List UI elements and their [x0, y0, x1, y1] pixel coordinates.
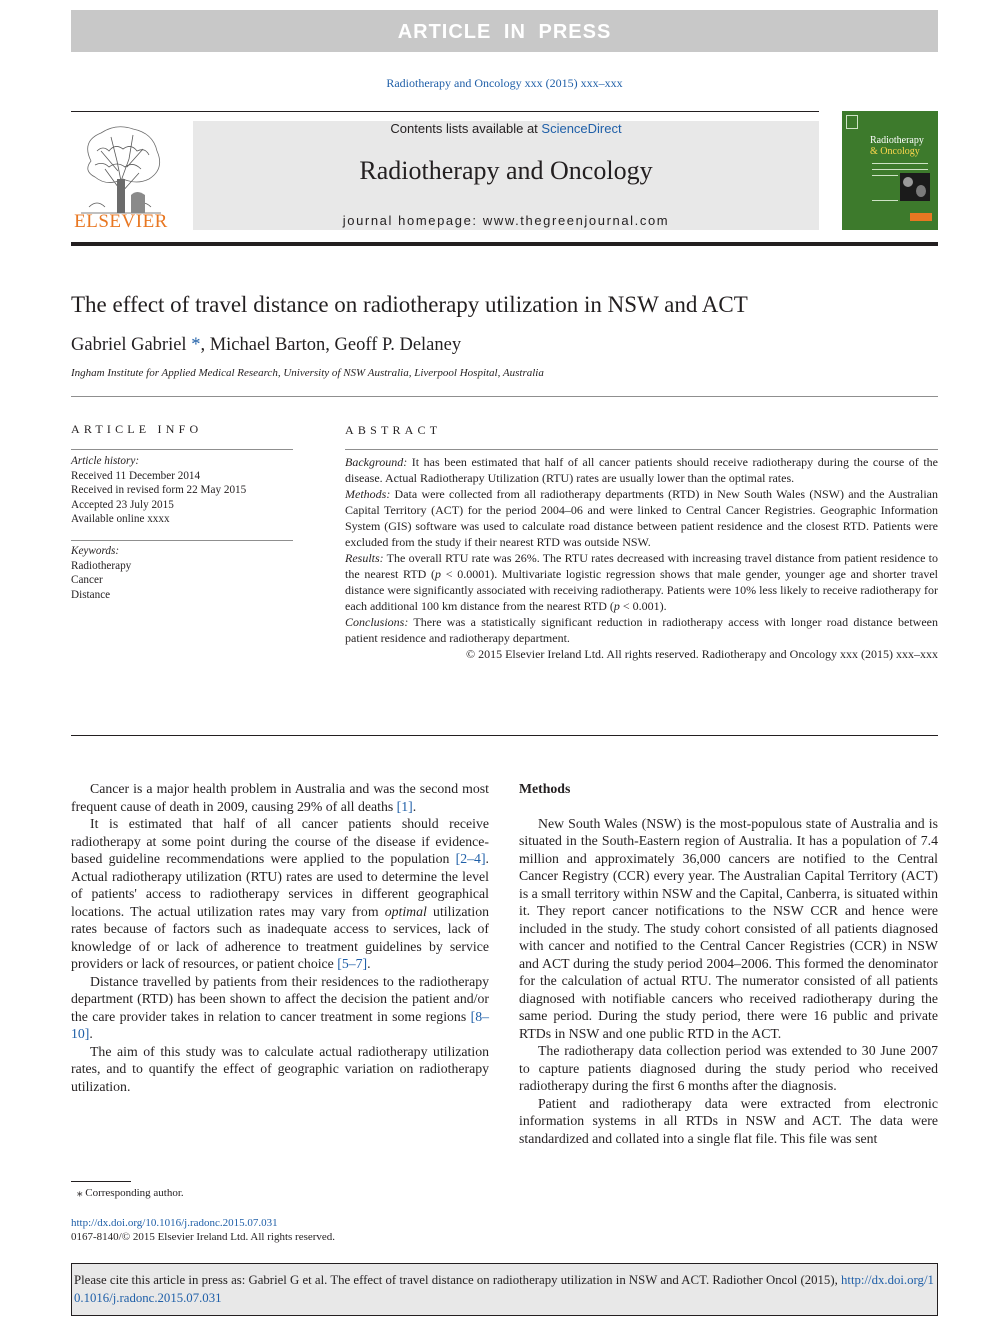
intro-paragraph-2 [71, 815, 489, 973]
header-bottom-rule [71, 242, 938, 246]
conclusions-label: Conclusions: [345, 615, 409, 629]
cover-seal-icon [846, 115, 858, 129]
article-info-top-rule [71, 396, 938, 397]
article-info-label: ARTICLE INFO [71, 422, 203, 436]
cover-contents-lines [872, 175, 898, 201]
keyword-item: Distance [71, 588, 111, 601]
corresponding-author-mark[interactable]: * [191, 335, 201, 355]
citation-text-body: Please cite this article in press as: Gabriel G et al. The effect of travel distance on radiotherapy utilization in NSW and ACT. Radiother Oncol (2015), [74, 1273, 841, 1287]
citation-doi-link[interactable]: http://dx.doi.org/10.1016/j.radonc.2015.07.031 [74, 1273, 934, 1305]
results-text-b: < 0.0001). Multivariate logistic regression shows that male gender, younger age and shorter travel distance were significantly associated with receiving radiotherapy. Patients were 10% less likely to receive radiotherapy for each additional 100 km distance from the nearest RTD ( [345, 567, 939, 613]
contents-prefix: Contents lists available at [390, 121, 542, 136]
keyword-item: Radiotherapy [71, 559, 132, 572]
intro-p2-italic: optimal [384, 903, 427, 919]
cover-scan-blob-1 [903, 177, 913, 187]
intro-p1-text: Cancer is a major health problem in Australia and was the second most frequent cause of death in 2009, causing 29% of all deaths [71, 781, 489, 814]
intro-paragraph-1 [71, 780, 489, 815]
citation-link[interactable]: [2–4] [455, 851, 486, 866]
elsevier-wordmark: ELSEVIER [74, 211, 168, 232]
keywords-rule [71, 540, 293, 541]
introduction-column [71, 780, 489, 1095]
methods-paragraph-1: New South Wales (NSW) is the most-populous state of Australia and is situated in the South-Eastern region of Australia. It has a population of 7.4 million and approximately 36,000 cancers are notified to the Central Cancer Registry (CCR) every year. The Australian Capital Territory (ACT) is a small territory within NSW and the Capital, Canberra, is situated within it. They report cancer notifications to the NSW CCR and hence were included in the study. The study cohort consisted of all patients diagnosed with cancer and notified to the Central Cancer Registries (CCR) in NSW and ACT during the study period 2004–2006. This formed the denominator for the calculation of actual RTU. The numerator consisted of all patients diagnosed with notifiable cancers who received radiotherapy during the same period. During the study period, there were 16 public and private RTDs in NSW and one public RTD in the ACT. [519, 815, 938, 1041]
intro-p2-text-a: It is estimated that half of all cancer patients should receive radiotherapy at some point during the course of the disease if evidence-based guideline recommendations were applied to the population [71, 816, 489, 866]
doi-link[interactable]: http://dx.doi.org/10.1016/j.radonc.2015.07.031 [71, 1217, 278, 1229]
keywords-block [71, 544, 293, 602]
results-text-a: The overall RTU rate was 26%. The RTU rates decreased with increasing travel distance from patient residence to the nearest RTD ( [345, 551, 938, 581]
abstract-conclusions [345, 614, 938, 646]
journal-reference-link[interactable]: Radiotherapy and Oncology xxx (2015) xxx–xxx [386, 76, 623, 90]
cover-scan-image [900, 173, 930, 201]
issn-copyright: 0167-8140/© 2015 Elsevier Ireland Ltd. All rights reserved. [71, 1231, 336, 1243]
journal-cover-thumbnail[interactable] [842, 111, 938, 230]
corresponding-author-note: ⁎ Corresponding author. [77, 1187, 184, 1199]
accepted-date: Accepted 23 July 2015 [71, 498, 174, 511]
affiliation: Ingham Institute for Applied Medical Research, University of NSW Australia, Liverpool Hospital, Australia [71, 367, 544, 379]
abstract-copyright: © 2015 Elsevier Ireland Ltd. All rights reserved. Radiotherapy and Oncology xxx (2015) xxx–xxx [465, 647, 938, 661]
abstract-label: ABSTRACT [345, 423, 442, 437]
background-text: It has been estimated that half of all cancer patients should receive radiotherapy during the course of the disease. Actual Radiotherapy Utilization (RTU) rates are usually lower than the optimal rates. [345, 455, 938, 485]
results-label: Results: [345, 551, 384, 565]
keywords-label: Keywords: [71, 545, 120, 557]
methods-text: Data were collected from all radiotherapy departments (RTD) in New South Wales (NSW) and the Australian Capital Territory (ACT) for the period 2004–06 and were linked to Central Cancer Registries. Geographic Information System (GIS) software was used to calculate road distance between patient residence and the closest RTD. Patients were excluded from the study if their nearest RTD was outside NSW. [345, 487, 938, 549]
intro-p1-end: . [412, 798, 417, 814]
results-text-c: < 0.001). [619, 599, 667, 613]
article-title: The effect of travel distance on radiotherapy utilization in NSW and ACT [71, 292, 748, 317]
background-label: Background: [345, 455, 408, 469]
author-list [71, 335, 938, 356]
citation-link[interactable]: [8–10] [71, 1008, 489, 1041]
journal-title: Radiotherapy and Oncology [359, 156, 653, 185]
abstract-methods [345, 486, 938, 550]
online-date: Available online xxxx [71, 513, 170, 525]
citation-text [74, 1271, 936, 1307]
contents-availability-line [193, 121, 819, 136]
article-in-press-banner: ARTICLE IN PRESS [71, 10, 938, 52]
elsevier-logo[interactable] [71, 121, 171, 233]
other-authors: , Michael Barton, Geoff P. Delaney [200, 335, 462, 355]
revised-date: Received in revised form 22 May 2015 [71, 484, 247, 496]
cover-title-line-2: & Oncology [870, 146, 920, 157]
intro-p3-text: Distance travelled by patients from their residences to the radiotherapy department (RTD) has been shown to affect the decision the patient and/or the care provider takes in relation to cancer treatment in some regions [71, 973, 489, 1024]
keyword-item: Cancer [71, 574, 103, 586]
p-symbol: p [613, 599, 620, 613]
article-history-label: Article history: [71, 455, 140, 467]
cover-publisher-mark [910, 213, 932, 221]
footnote-rule [71, 1181, 131, 1182]
abstract-background [345, 454, 938, 486]
methods-heading: Methods [519, 781, 571, 796]
intro-p2-text-c: utilization rates because of factors such as inadequate access to services, lack of knowledge of or lack of adherence to treatment guidelines by service providers or lack of resources, or patient choice [71, 903, 489, 971]
methods-paragraph-2: The radiotherapy data collection period was extended to 30 June 2007 to capture patients diagnosed during the study period who received radiotherapy during the first 6 months after the diagnosis. [519, 1043, 938, 1093]
sciencedirect-link[interactable]: ScienceDirect [541, 121, 622, 136]
intro-paragraph-4: The aim of this study was to calculate actual radiotherapy utilization rates, and to quantify the effect of geographic variation on radiotherapy utilization. [71, 1043, 489, 1094]
intro-paragraph-3 [71, 973, 489, 1043]
intro-p3-end: . [89, 1026, 93, 1041]
p-symbol: p [435, 567, 442, 581]
methods-label: Methods: [345, 487, 391, 501]
received-date: Received 11 December 2014 [71, 469, 201, 482]
cover-title-line-1: Radiotherapy [870, 135, 924, 146]
methods-paragraph-3: Patient and radiotherapy data were extracted from electronic information systems in all RTDs in NSW and ACT. The data were standardized and collated into a single flat file. This file was sent [519, 1095, 938, 1146]
abstract-bottom-rule [71, 735, 938, 736]
journal-homepage[interactable]: journal homepage: www.thegreenjournal.com [342, 213, 670, 228]
conclusions-text: There was a statistically significant reduction in radiotherapy access with longer road distance between patient residence and radiotherapy department. [345, 615, 938, 645]
intro-p2-end: . [367, 956, 371, 971]
abstract-body [345, 454, 938, 662]
header-top-rule [71, 111, 819, 112]
abstract-rule [345, 449, 938, 450]
methods-column [519, 780, 938, 1147]
intro-p2-text-b: . Actual radiotherapy utilization (RTU) rates are used to determine the level of patients' access to radiotherapy services in different geographical locations. The actual utilization rates may vary from [71, 851, 489, 919]
cover-text-lines [872, 163, 928, 170]
cover-scan-blob-2 [916, 185, 926, 197]
citation-link[interactable]: [1] [396, 798, 413, 814]
author-1[interactable]: Gabriel Gabriel [71, 335, 187, 355]
citation-link[interactable]: [5–7] [337, 956, 368, 971]
abstract-results [345, 550, 938, 614]
article-info-rule [71, 449, 293, 450]
article-history [71, 454, 293, 527]
